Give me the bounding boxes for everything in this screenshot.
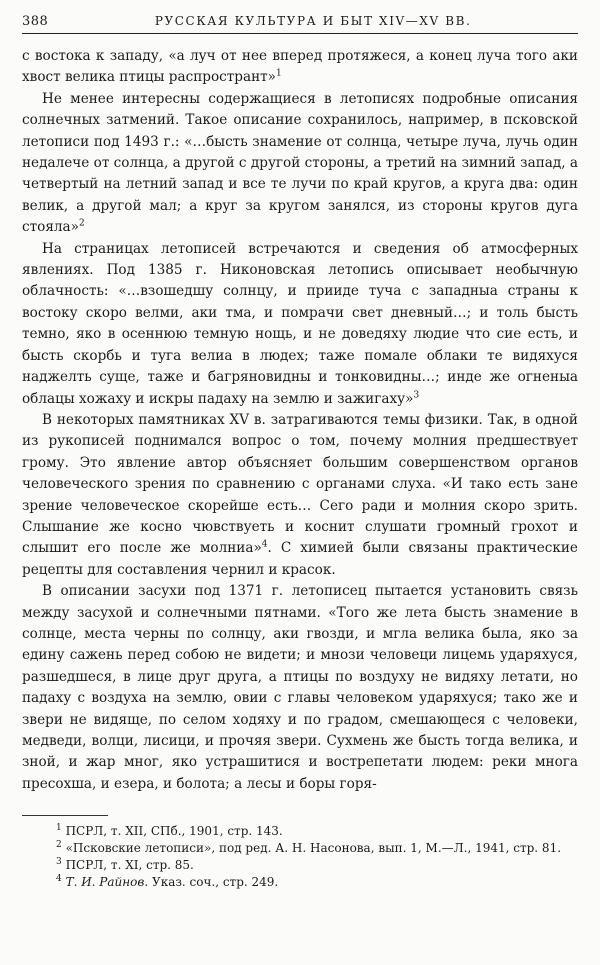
paragraph-1 xyxy=(22,46,578,89)
paragraph-text: Не менее интересны содержащиеся в летописях подробные описания солнечных затмений. Такое описание сохранилось, например, в псковской летописи под 1493 г.: «…бысть знамение от солнца, четыре луча, лучь один недалече от солнца, а другой с другой стороны, а третий на зимний запад, а четвертый на летний запад и все те лучи по край кругов, а круга два: один велик, а другой мал; а круг за кругом занялся, из стороны кругов дуга стояла» xyxy=(22,90,578,236)
footnote-2 xyxy=(22,840,578,857)
paragraph-4 xyxy=(22,410,578,581)
footnote-ref[interactable]: 4 xyxy=(261,539,268,550)
page-number: 388 xyxy=(22,14,49,29)
footnote-ref[interactable]: 1 xyxy=(276,68,282,79)
book-page xyxy=(22,14,578,891)
running-title: РУССКАЯ КУЛЬТУРА И БЫТ XIV—XV ВВ. xyxy=(154,14,472,28)
footnote-3 xyxy=(22,857,578,874)
paragraph-3 xyxy=(22,239,578,410)
footnote-divider xyxy=(22,815,108,816)
paragraph-5 xyxy=(22,581,578,795)
paragraph-text: с востока к западу, «а луч от нее вперед протяжеся, а конец луча того аки хвост велика птицы распространт» xyxy=(22,48,578,86)
footnote-text: ПСРЛ, т. XII, СПб., 1901, стр. 143. xyxy=(65,824,283,839)
paragraph-2 xyxy=(22,89,578,239)
footnote-text: «Псковские летописи», под ред. А. Н. Насонова, вып. 1, М.—Л., 1941, стр. 81. xyxy=(65,841,562,856)
running-header xyxy=(22,14,578,34)
footnote-4 xyxy=(22,874,578,891)
footnote-ref[interactable]: 2 xyxy=(78,218,85,229)
footnote-mark: 4 xyxy=(56,874,62,885)
main-text xyxy=(22,46,578,795)
paragraph-text: В описании засухи под 1371 г. летописец пытается установить связь между засухой и солнечными пятнами. «Того же лета бысть знамение в солнце, места черны по солнцу, аки гвозди, и мгла велика была, яко за едину сажень перед собою не видети; и мнози человеци лицемь ударяхуся, разшедшеся, в лице друг друга, а птицы по воздуху не видяху летати, но падаху с воздуха на землю, овии с главы человеком ударяхуся; тако же и звери не видяще, по селом ходяху и по градом, смешающеся с человеки, медведи, волци, лисици, и прочяя звери. Сухмень же бысть тогда велика, и зной, и жар мног, яко устрашитися и вострепетати людем: реки многа пресохша, и езера, и болота; а лесы и боры горя- xyxy=(22,583,578,792)
paragraph-text-tail: . С химией были связаны практические рецепты для составления чернил и красок. xyxy=(22,540,578,578)
paragraph-text: На страницах летописей встречаются и сведения об атмосферных явлениях. Под 1385 г. Никоновская летопись описывает необычную облачность: «…взошедшу солнцу, и прииде туча с западныа страны к востоку скоро велми, аки тма, и помрачи свет дневный…; и толь бысть темно, яко в осеннюю темную нощь, и не доведяху людие что сие есть, и бысть скорбь и туга велиа в людех; таже помале облаки те видяхуся наджелть суще, таже и багряновидны и тонковидны…; инде же огненыа облацы хожаху и искры падаху на землю и зажигаху» xyxy=(22,240,578,407)
footnote-1 xyxy=(22,823,578,840)
paragraph-text: В некоторых памятниках XV в. затрагиваются темы физики. Так, в одной из рукописей поднимался вопрос о том, почему молния предшествует грому. Это явление автор объясняет большим совершенством органов человеческого зрения по сравнению с органами слуха. «И тако есть зане зрение человеческое скорейше есть… Сего ради и молния скоро зрить. Слышание же косно чювствуеть и коснит слушати громный грохот и слышит его после же молниа» xyxy=(22,411,578,557)
footnote-author: Т. И. Райнов. xyxy=(65,875,149,890)
footnote-text: ПСРЛ, т. XI, стр. 85. xyxy=(65,858,194,873)
footnote-mark: 1 xyxy=(56,823,62,834)
footnote-mark: 2 xyxy=(56,840,62,851)
footnote-mark: 3 xyxy=(56,857,62,868)
footnotes xyxy=(22,823,578,891)
footnote-text: Указ. соч., стр. 249. xyxy=(152,875,279,890)
footnote-ref[interactable]: 3 xyxy=(413,389,420,400)
